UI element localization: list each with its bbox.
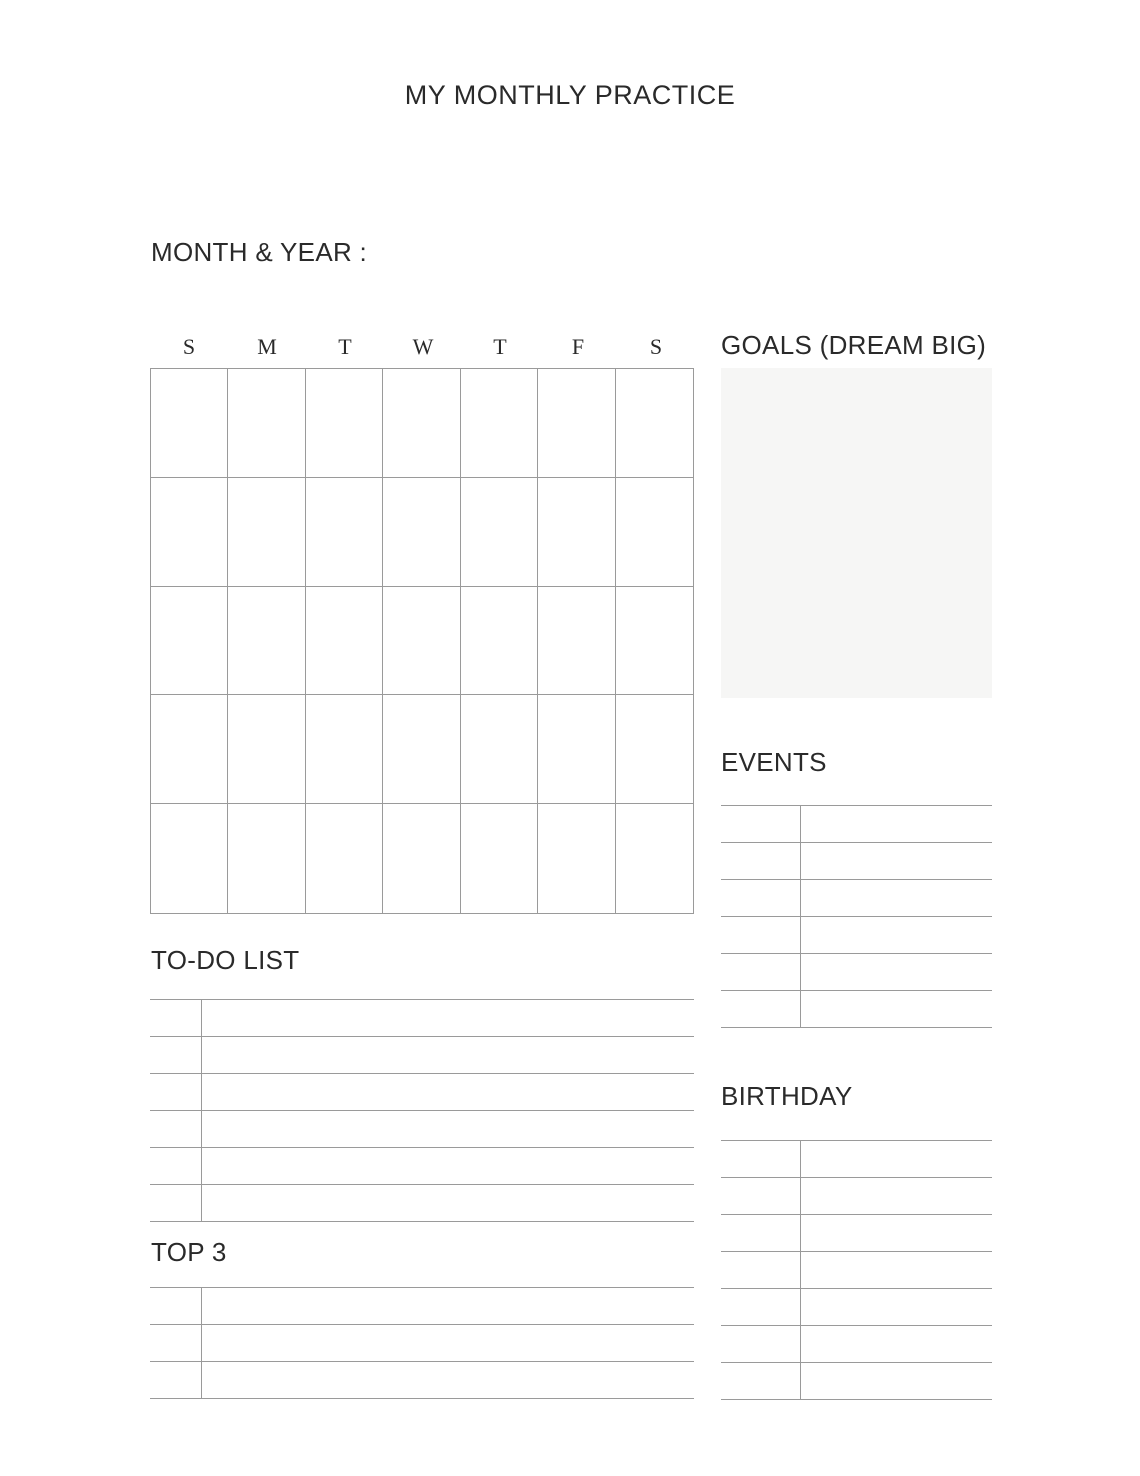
weekday-label: T bbox=[338, 334, 352, 359]
calendar-cell[interactable] bbox=[538, 369, 615, 478]
row-line bbox=[721, 1177, 992, 1178]
row-line bbox=[721, 990, 992, 991]
row-line bbox=[150, 1184, 694, 1185]
weekday-label: F bbox=[571, 334, 585, 359]
row-line bbox=[150, 1147, 694, 1148]
calendar-cell[interactable] bbox=[616, 478, 693, 587]
row-line bbox=[150, 999, 694, 1000]
weekday-label: S bbox=[182, 334, 196, 359]
calendar-cell[interactable] bbox=[306, 478, 383, 587]
calendar-cell[interactable] bbox=[228, 695, 305, 804]
column-divider bbox=[201, 1287, 202, 1398]
calendar-cell[interactable] bbox=[151, 587, 228, 696]
calendar-cell[interactable] bbox=[383, 369, 460, 478]
column-divider bbox=[800, 805, 801, 1027]
calendar-cell[interactable] bbox=[383, 804, 460, 913]
row-line bbox=[721, 1214, 992, 1215]
calendar-cell[interactable] bbox=[538, 695, 615, 804]
calendar-cell[interactable] bbox=[616, 369, 693, 478]
row-line bbox=[150, 1221, 694, 1222]
calendar-cell[interactable] bbox=[538, 804, 615, 913]
calendar-cell[interactable] bbox=[461, 695, 538, 804]
calendar-cell[interactable] bbox=[306, 587, 383, 696]
calendar-cell[interactable] bbox=[461, 804, 538, 913]
row-line bbox=[721, 842, 992, 843]
calendar-cell[interactable] bbox=[151, 695, 228, 804]
calendar-cell[interactable] bbox=[461, 478, 538, 587]
weekday-label: T bbox=[493, 334, 507, 359]
weekday-label: M bbox=[257, 334, 277, 359]
calendar-cell[interactable] bbox=[461, 587, 538, 696]
calendar-cell[interactable] bbox=[306, 369, 383, 478]
weekday-label: S bbox=[649, 334, 663, 359]
row-line bbox=[721, 1027, 992, 1028]
calendar-cell[interactable] bbox=[228, 804, 305, 913]
row-line bbox=[721, 1399, 992, 1400]
row-line bbox=[721, 879, 992, 880]
calendar-cell[interactable] bbox=[383, 478, 460, 587]
birthday-heading: BIRTHDAY bbox=[721, 1081, 853, 1111]
calendar-cell[interactable] bbox=[383, 587, 460, 696]
row-line bbox=[721, 805, 992, 806]
calendar-cell[interactable] bbox=[306, 695, 383, 804]
row-line bbox=[150, 1287, 694, 1288]
row-line bbox=[150, 1110, 694, 1111]
calendar-cell[interactable] bbox=[383, 695, 460, 804]
row-line bbox=[721, 1325, 992, 1326]
events-heading: EVENTS bbox=[721, 747, 827, 777]
goals-heading: GOALS (DREAM BIG) bbox=[721, 330, 987, 360]
calendar-cell[interactable] bbox=[461, 369, 538, 478]
row-line bbox=[721, 1251, 992, 1252]
row-line bbox=[721, 1288, 992, 1289]
goals-box[interactable] bbox=[721, 368, 992, 698]
calendar-cell[interactable] bbox=[538, 587, 615, 696]
calendar-cell[interactable] bbox=[616, 695, 693, 804]
calendar-cell[interactable] bbox=[151, 804, 228, 913]
column-divider bbox=[201, 999, 202, 1221]
column-divider bbox=[800, 1140, 801, 1399]
row-line bbox=[150, 1073, 694, 1074]
row-line bbox=[150, 1324, 694, 1325]
calendar-cell[interactable] bbox=[228, 478, 305, 587]
row-line bbox=[721, 953, 992, 954]
top3-heading: TOP 3 bbox=[151, 1237, 227, 1267]
row-line bbox=[150, 1036, 694, 1037]
page-title: MY MONTHLY PRACTICE bbox=[404, 80, 736, 110]
calendar-cell[interactable] bbox=[228, 369, 305, 478]
todo-heading: TO-DO LIST bbox=[151, 945, 300, 975]
calendar-cell[interactable] bbox=[616, 587, 693, 696]
calendar-cell[interactable] bbox=[151, 478, 228, 587]
calendar-cell[interactable] bbox=[151, 369, 228, 478]
row-line bbox=[150, 1361, 694, 1362]
calendar-grid bbox=[150, 368, 694, 914]
row-line bbox=[721, 1362, 992, 1363]
row-line bbox=[721, 916, 992, 917]
calendar-cell[interactable] bbox=[616, 804, 693, 913]
row-line bbox=[721, 1140, 992, 1141]
month-year-label: MONTH & YEAR : bbox=[151, 237, 368, 267]
calendar-cell[interactable] bbox=[306, 804, 383, 913]
calendar-cell[interactable] bbox=[538, 478, 615, 587]
calendar-cell[interactable] bbox=[228, 587, 305, 696]
weekday-label: W bbox=[412, 334, 434, 359]
row-line bbox=[150, 1398, 694, 1399]
